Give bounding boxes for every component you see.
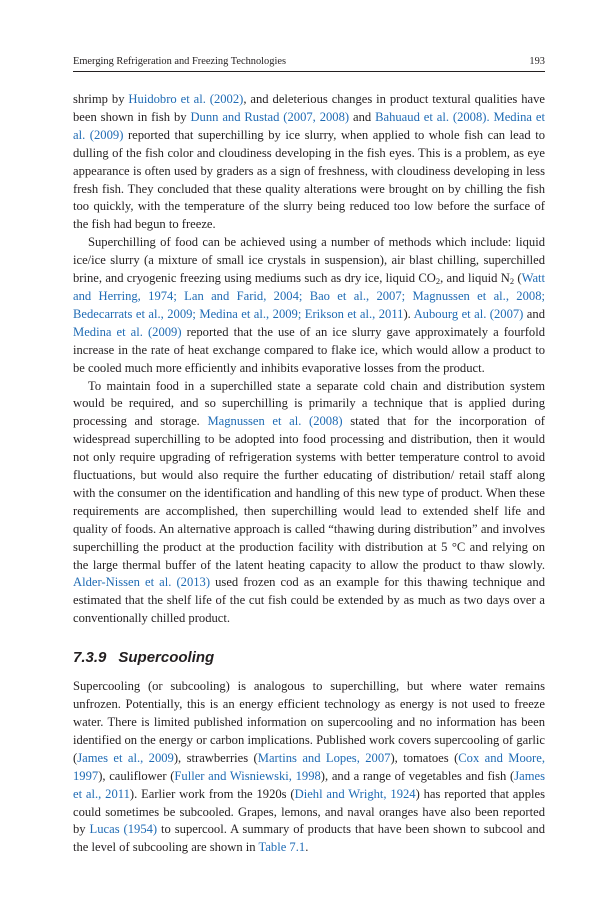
text-run: Supercooling (or subcooling) is analogous to superchilling, but where water remains unfrozen. Potentially, this is an energy efficient technology as energy is not used to freeze water. There is limited published information on supercooling and no information has been identified on the energy or carbon implications. Published work covers supercooling of garlic ( — [73, 679, 545, 765]
citation-link[interactable]: Magnussen et al. (2008) — [207, 414, 343, 429]
section-heading — [73, 649, 545, 666]
citation-link[interactable]: Medina et al. (2009) — [73, 324, 182, 339]
running-header — [73, 56, 545, 72]
table-reference-link[interactable]: Table 7.1 — [258, 840, 306, 855]
text-run: , and liquid N — [440, 271, 510, 286]
citation-link[interactable]: James et al., 2011 — [73, 768, 545, 801]
citation-link[interactable]: Lucas (1954) — [89, 822, 158, 837]
text-run: stated that for the incorporation of widespread superchilling to be adopted into food processing and distribution, then it would not only require upgrading of refrigeration systems with better temperature control to avoid fluctuations, but would also require the further educating of distribution/ retail staff along with the consumer on the identification and handling of this new type of product. When these requirements are accomplished, then superchilling would lead to extended shelf life and quality of foods. An alternative approach is called “thawing during distribution” and involves superchilling the product at the production facility with distribution at 5 °C and relying on the large thermal buffer of the latent heating capacity to allow the product to thaw slowly. — [73, 414, 545, 572]
text-run: reported that the use of an ice slurry gave approximately a fourfold increase in the rate of heat exchange compared to flake ice, which would allow a product to be cooled much more efficiently and inhibits evaporative losses from the product. — [73, 324, 545, 375]
text-run: ), tomatoes ( — [390, 750, 459, 765]
text-run: . — [305, 840, 309, 855]
text-run: ), and a range of vegetables and fish ( — [320, 768, 515, 783]
citation-link[interactable]: Aubourg et al. (2007) — [413, 306, 524, 321]
citation-link[interactable]: Dunn and Rustad (2007, 2008) — [190, 109, 350, 124]
text-run: ). — [403, 306, 414, 321]
citation-link[interactable]: Fuller and Wisniewski, 1998 — [174, 768, 321, 783]
text-run: ). Earlier work from the 1920s ( — [129, 786, 295, 801]
paragraph-2 — [73, 234, 545, 377]
text-run: used frozen cod as an example for this thawing technique and estimated that the shelf life of the cut fish could be extended by as much as two days over a conventionally chilled product. — [73, 575, 545, 626]
body-text — [73, 91, 545, 857]
text-run: Superchilling of food can be achieved using a number of methods which include: liquid ice/ice slurry (a mixture of small ice crystals in suspension), air blast chilling, superchilled brine, and cryogenic freezing using mediums such as dry ice, liquid CO — [73, 235, 545, 286]
text-run: ), strawberries ( — [173, 750, 258, 765]
book-page — [73, 56, 545, 857]
citation-link[interactable]: Diehl and Wright, 1924 — [294, 786, 416, 801]
paragraph-1 — [73, 91, 545, 234]
citation-link[interactable]: Watt and Herring, 1974; Lan and Farid, 2004; Bao et al., 2007; Magnussen et al., 2008; Bedecarrats et al., 2009; Medina et al., 2009; Erikson et al., 2011 — [73, 271, 546, 321]
text-run: and — [523, 306, 545, 321]
text-run: shrimp by — [73, 92, 129, 106]
paragraph-3 — [73, 378, 545, 629]
running-title: Emerging Refrigeration and Freezing Technologies — [73, 56, 286, 67]
citation-link[interactable]: Martins and Lopes, 2007 — [257, 750, 391, 765]
citation-link[interactable]: Huidobro et al. (2002) — [128, 92, 244, 106]
section-title: Supercooling — [118, 649, 215, 667]
text-run: reported that superchilling by ice slurry, when applied to whole fish can lead to dulling of the fish color and cloudiness developing in the fish eyes. This is a problem, as eye appearance is often used by graders as a sign of freshness, with cloudiness developing in less fresh fish. They concluded that these quality alterations were brought on by chilling the fish too quickly, with the temperature of the slurry being reduced too low before the surface of the fish had begun to freeze. — [73, 127, 545, 232]
text-run: and — [349, 109, 376, 124]
subscript: 2 — [435, 276, 441, 287]
text-run: To maintain food in a superchilled state a separate cold chain and distribution system would be required, and so superchilling is primarily a technique that is applied during processing and storage. — [73, 378, 545, 429]
text-run: ( — [514, 271, 522, 286]
paragraph-4 — [73, 678, 545, 857]
citation-link[interactable]: Bahuaud et al. (2008). — [375, 109, 490, 124]
text-run: ) has reported that apples could sometimes be subcooled. Grapes, lemons, and naval oranges have also been reported by — [73, 786, 545, 837]
text-run: to supercool. A summary of products that have been shown to subcool and the level of subcooling are shown in — [73, 822, 545, 855]
citation-link[interactable]: Alder-Nissen et al. (2013) — [73, 575, 211, 590]
subscript: 2 — [509, 276, 515, 287]
citation-link[interactable]: Cox and Moore, 1997 — [73, 750, 545, 783]
section-number: 7.3.9 — [73, 649, 107, 667]
text-run: ), cauliflower ( — [98, 768, 175, 783]
citation-link[interactable]: James et al., 2009 — [77, 750, 174, 765]
citation-link[interactable]: Medina et al. (2009) — [73, 109, 545, 142]
page-number: 193 — [529, 56, 545, 67]
text-run: , and deleterious changes in product textural qualities have been shown in fish by — [73, 92, 546, 124]
